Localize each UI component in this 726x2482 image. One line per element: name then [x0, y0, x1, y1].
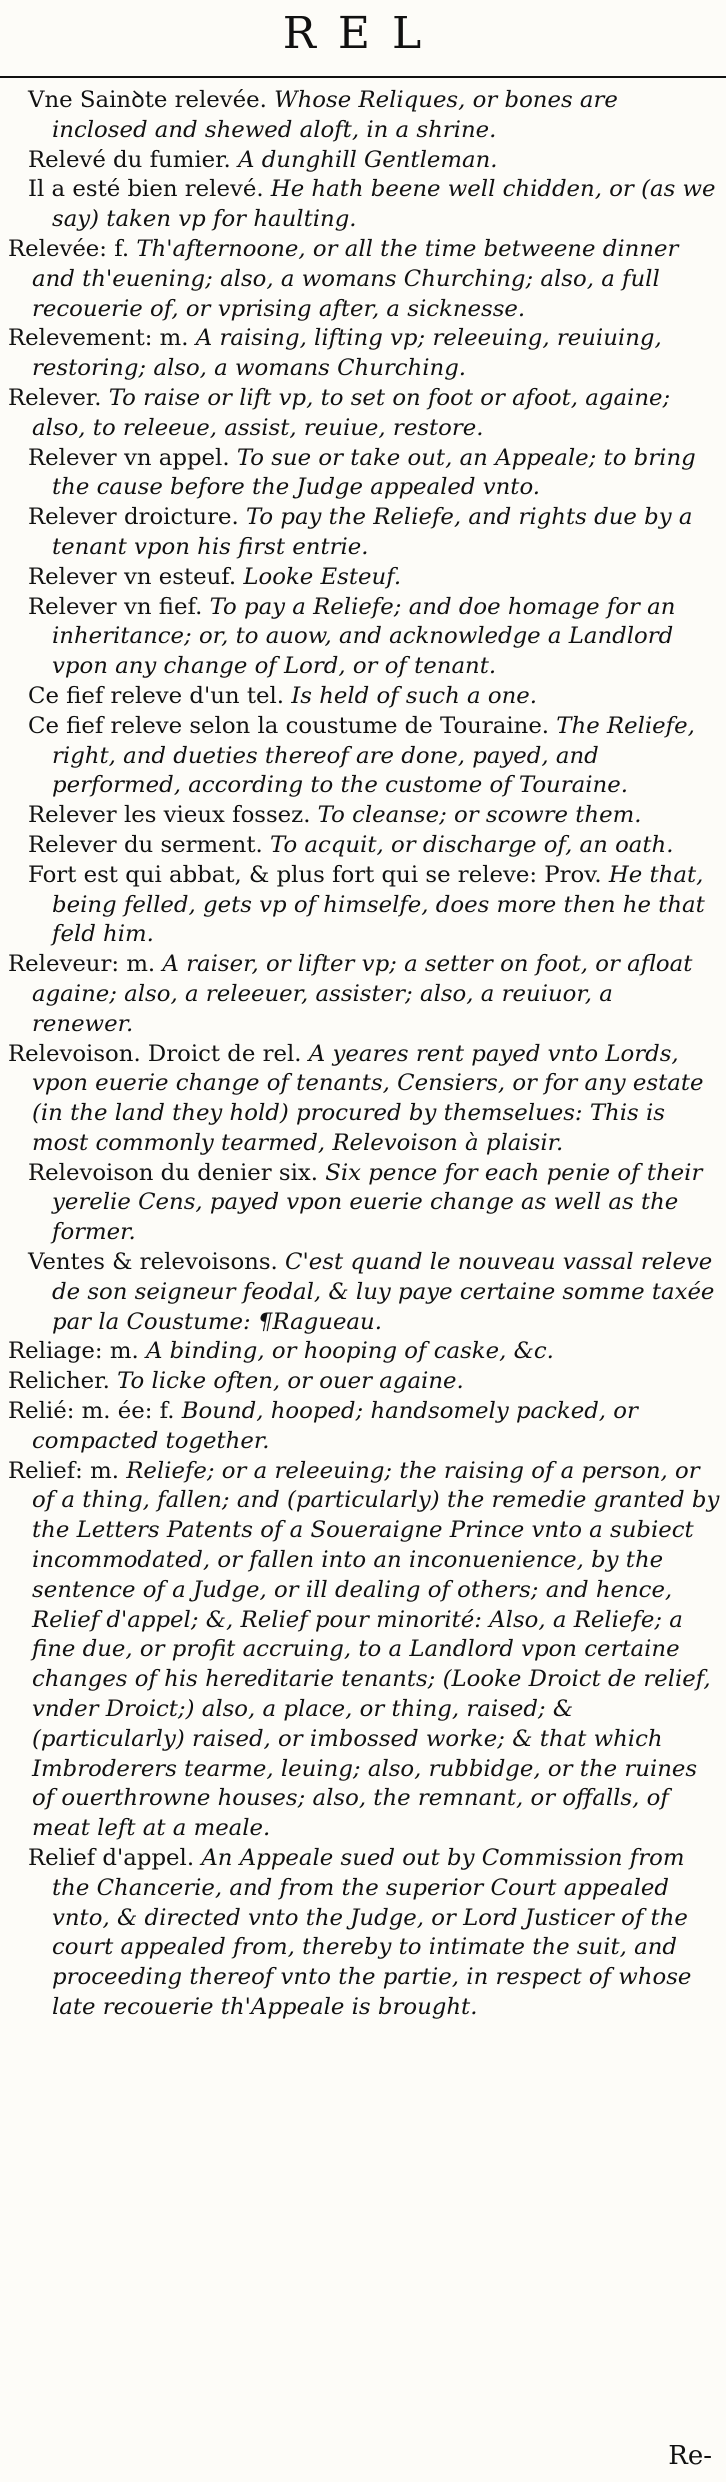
entry-definition: Reliefe; or a releeuing; the raising of a person, or of a thing, fallen; and (particularly) the remedie granted by the Letters Patents of a Soueraigne Prince vnto a subiect incommodated, or fallen into an inconuenience, by the sentence of a Judge, or ill dealing of others; and hence, Relief d'appel; &, Relief pour minorité: Also, a Reliefe; a fine due, or profit accruing, to a Landlord vpon certaine changes of his hereditarie tenants; (Looke Droict de relief, vnder Droict;) also, a place, or thing, raised; & (particularly) raised, or imbossed worke; & that which Imbroderers tearme, leuing; also, rubbidge, or the ruines of ouerthrowne houses; also, the remnant, or offalls, of meat left at a meale. [32, 1457, 720, 1842]
dictionary-entry [8, 1457, 720, 1844]
entry-definition: A raising, lifting vp; releeuing, reuiuing, restoring; also, a womans Churching. [32, 325, 662, 382]
entry-definition: To acquit, or discharge of, an oath. [262, 831, 674, 858]
entry-headword: Relicher. [8, 1368, 110, 1395]
entry-definition: To pay the Reliefe, and rights due by a tenant vpon his first entrie. [52, 504, 693, 560]
catchword: Re- [668, 2441, 712, 2471]
entry-definition: A yeares rent payed vnto Lords, vpon euerie change of tenants, Censiers, or for any estate (in the land they hold) procured by themselues: This is most commonly tearmed, Relevoison à plaisir. [32, 1040, 704, 1156]
dictionary-entry [8, 563, 720, 593]
dictionary-entry [8, 593, 720, 682]
dictionary-entry [8, 1337, 720, 1367]
entry-definition: Th'afternoone, or all the time betweene dinner and th'euening; also, a womans Churching; also, a full recouerie of, or vprising after, a sicknesse. [32, 235, 679, 322]
entry-definition: Looke Esteuf. [236, 563, 402, 590]
dictionary-entry [8, 444, 720, 504]
entry-headword: Relié: m. ée: f. [8, 1398, 175, 1425]
entry-headword: Relever vn fief. [28, 593, 203, 620]
dictionary-entry [8, 503, 720, 563]
dictionary-entry [8, 1844, 720, 2023]
entry-headword: Relief: m. [8, 1457, 119, 1484]
running-head: REL [282, 8, 444, 59]
dictionary-entry [8, 1040, 720, 1159]
entry-headword: Relevée: f. [8, 235, 130, 262]
entry-headword: Relevé du fumier. [28, 146, 231, 173]
entry-definition: A binding, or hooping of caske, &c. [138, 1338, 554, 1365]
entry-definition: To pay a Reliefe; and doe homage for an inheritance; or, to auow, and acknowledge a Landlord vpon any change of Lord, or of tenant. [52, 593, 676, 680]
entry-definition: C'est quand le nouveau vassal releve de son seigneur feodal, & luy paye certaine somme taxée par la Coustume: ¶Ragueau. [52, 1249, 715, 1335]
entry-definition: Whose Reliques, or bones are inclosed and shewed aloft, in a shrine. [52, 87, 618, 143]
dictionary-entry [8, 175, 720, 235]
entry-headword: Relief d'appel. [28, 1845, 195, 1872]
entry-headword: Relever les vieux fossez. [28, 802, 311, 829]
entry-headword: Ce fief releve d'un tel. [28, 682, 285, 709]
entry-headword: Relever droicture. [28, 504, 239, 531]
entry-headword: Ventes & relevoisons. [28, 1249, 278, 1276]
dictionary-entry [8, 384, 720, 444]
entry-headword: Relevoison. Droict de rel. [8, 1040, 302, 1067]
dictionary-entry [8, 1367, 720, 1397]
dictionary-entry [8, 950, 720, 1039]
page-header [0, 0, 726, 78]
dictionary-entry [8, 831, 720, 861]
entry-headword: Reliage: m. [8, 1338, 139, 1365]
entry-definition: A raiser, or lifter vp; a setter on foot, or afloat againe; also, a releeuer, assister; also, a reuiuor, a renewer. [32, 951, 693, 1037]
dictionary-entry [8, 801, 720, 831]
dictionary-entry [8, 861, 720, 950]
dictionary-entry [8, 1397, 720, 1457]
entry-definition: He that, being felled, gets vp of himselfe, does more then he that feld him. [52, 861, 705, 948]
dictionary-entry [8, 86, 720, 146]
dictionary-entries [8, 86, 720, 2023]
dictionary-entry [8, 1159, 720, 1248]
entry-definition: The Reliefe, right, and dueties thereof are done, payed, and performed, according to the custome of Touraine. [52, 712, 695, 799]
entry-definition: Is held of such a one. [284, 682, 537, 709]
entry-definition: To licke often, or ouer againe. [109, 1368, 464, 1395]
entry-headword: Relever vn esteuf. [28, 563, 237, 590]
entry-headword: Vne Sainꝺte relevée. [28, 87, 267, 113]
dictionary-entry [8, 1248, 720, 1337]
entry-headword: Ce fief releve selon la coustume de Touraine. [28, 712, 550, 739]
entry-definition: An Appeale sued out by Commission from the Chancerie, and from the superior Court appealed vnto, & directed vnto the Judge, or Lord Justicer of the court appealed from, thereby to intimate the suit, and proceeding thereof vnto the partie, in respect of whose late recouerie th'Appeale is brought. [52, 1845, 692, 2020]
entry-headword: Relevement: m. [8, 325, 189, 352]
header-rule [0, 76, 726, 78]
dictionary-entry [8, 324, 720, 384]
entry-headword: Il a esté bien relevé. [28, 176, 264, 203]
dictionary-entry [8, 146, 720, 176]
dictionary-entry [8, 235, 720, 324]
entry-headword: Releveur: m. [8, 951, 156, 978]
dictionary-entry [8, 682, 720, 712]
entry-headword: Relever. [8, 384, 102, 411]
entry-definition: Bound, hooped; handsomely packed, or compacted together. [32, 1398, 638, 1454]
entry-headword: Relever vn appel. [28, 444, 230, 471]
entry-definition: Six pence for each penie of their yerelie Cens, payed vpon euerie change as well as the former. [52, 1159, 703, 1246]
entry-definition: To cleanse; or scowre them. [310, 802, 642, 829]
dictionary-entry [8, 712, 720, 801]
entry-definition: He hath beene well chidden, or (as we say) taken vp for haulting. [52, 176, 716, 233]
entry-definition: To raise or lift vp, to set on foot or afoot, againe; also, to releeue, assist, reuiue, restore. [32, 384, 671, 441]
entry-headword: Fort est qui abbat, & plus fort qui se releve: Prov. [28, 861, 602, 888]
entry-definition: To sue or take out, an Appeale; to bring the cause before the Judge appealed vnto. [52, 444, 696, 501]
entry-definition: A dunghill Gentleman. [230, 146, 498, 173]
entry-headword: Relever du serment. [28, 831, 263, 858]
entry-headword: Relevoison du denier six. [28, 1159, 318, 1186]
